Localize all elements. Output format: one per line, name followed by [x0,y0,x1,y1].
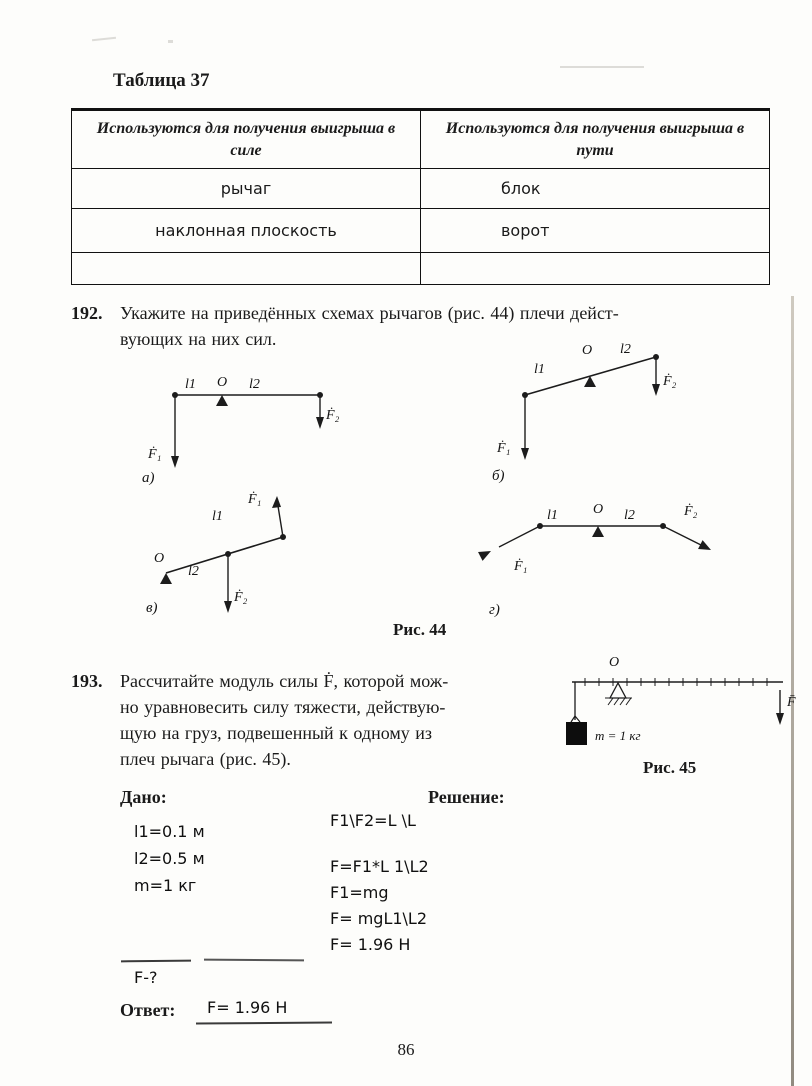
arrowhead-icon [776,713,784,725]
answer-label: Ответ: [120,1000,176,1020]
diagram-letter-a: а) [142,470,155,486]
label-F1: Ḟ₁ [514,559,528,574]
label-l2: l2 [188,564,199,579]
fulcrum-icon [160,573,172,584]
label-F2: Ḟ₂ [684,504,698,519]
cell-block: блок [421,169,770,209]
fulcrum-hatching [605,698,632,705]
scan-artifact [168,40,173,43]
scan-artifact [92,37,116,41]
label-l1: l1 [212,509,223,524]
answer-underline [196,1022,332,1025]
problem-193-line2: но уравновесить силу тяжести, действую- [120,697,446,717]
lever-beam [166,537,283,573]
arrowhead-icon [316,417,324,429]
label-F2: Ḟ₂ [234,590,248,605]
lever-diagram-a [125,345,340,490]
label-O: O [593,502,604,517]
arrowhead-icon [272,496,281,508]
fig45-caption: Рис. 45 [643,758,697,777]
arrowhead-icon [521,448,529,460]
dano-title: Дано: [120,787,167,807]
dano-line-m: m=1 кг [134,876,197,895]
label-F1: Ḟ₁ [497,441,511,456]
table-header-path: Используются для получения выигрыша в пути [421,110,770,169]
problem-193-line1: Рассчитайте модуль силы Ḟ, которой мож- [120,671,449,691]
table-row [72,169,770,209]
lever-diagram-v [128,490,313,630]
label-l2: l2 [249,377,260,392]
arrowhead-icon [652,384,660,396]
label-O: O [582,343,593,358]
reshenie-line-5: F= 1.96 Н [330,935,411,954]
cell-empty [72,253,421,285]
answer-value: F= 1.96 Н [207,998,288,1017]
problem-192-line2: вующих на них сил. [120,329,277,349]
cell-windlass: ворот [421,209,770,253]
spacer [330,834,429,854]
problem-193-line3: щую на груз, подвешенный к одному из [120,723,432,743]
weight-icon [566,722,587,745]
dano-line-l2: l2=0.5 м [134,849,205,868]
dano-values [134,818,205,899]
cell-lever: рычаг [72,169,421,209]
arrowhead-icon [478,547,493,561]
label-l2: l2 [620,342,631,357]
reshenie-title: Решение: [428,787,505,807]
label-O: O [154,551,165,566]
problem-193-text [120,668,448,772]
table-header-force: Используются для получения выигрыша в силе [72,110,421,169]
cell-inclined-plane: наклонная плоскость [72,209,421,253]
problem-192-number: 192. [71,303,103,323]
diagram-letter-g: г) [489,602,500,618]
fig44-caption: Рис. 44 [393,620,447,639]
label-F2: Ḟ₂ [663,374,677,389]
lever-diagram-b [478,340,703,490]
problem-193 [71,668,561,772]
fulcrum-icon [592,526,604,537]
table-37 [71,108,770,285]
cell-empty [421,253,770,285]
scan-artifact [560,66,644,68]
fulcrum-icon [610,683,626,698]
reshenie-line-3: F1=mg [330,883,389,902]
problem-192-line1: Укажите на приведённых схемах рычагов (рис. 44) плечи дейст- [120,303,619,323]
table-title: Таблица 37 [113,70,210,91]
reshenie-line-2: F=F1*L 1\L2 [330,857,429,876]
force-arrow-f2 [663,526,703,546]
problem-193-line4: плеч рычага (рис. 45). [120,749,291,769]
diagram-letter-v: в) [146,600,158,616]
table-row-empty [72,253,770,285]
page-number: 86 [397,1040,415,1059]
table-header-row [72,110,770,169]
dano-find: F-? [134,968,158,987]
problem-193-number: 193. [71,671,103,691]
lever-diagram-g [475,498,725,623]
label-l1: l1 [534,362,545,377]
diagram-letter-b: б) [492,468,505,484]
label-F1: Ḟ₁ [148,447,162,462]
arrowhead-icon [698,540,713,554]
label-O: O [609,655,620,670]
force-arrow-f1 [499,526,540,547]
label-F: F̄ [787,695,796,710]
lever-diagram-fig45 [558,642,798,757]
label-F2: Ḟ₂ [326,408,340,423]
label-O: O [217,375,228,390]
reshenie-line-1: F1\F2=L \L [330,811,416,830]
label-F1: Ḟ₁ [248,492,262,507]
label-l2: l2 [624,508,635,523]
label-l1: l1 [547,508,558,523]
label-l1: l1 [185,377,196,392]
force-arrow-f1 [278,506,283,537]
dano-separator-line [121,960,191,963]
fulcrum-icon [216,395,228,406]
arrowhead-icon [171,456,179,468]
mass-label: m = 1 кг [595,728,641,743]
reshenie-line-4: F= mgL1\L2 [330,909,428,928]
dano-line-l1: l1=0.1 м [134,822,205,841]
reshenie-values [330,808,429,958]
table-row [72,209,770,253]
dano-separator-line [204,959,304,962]
arrowhead-icon [224,601,232,613]
